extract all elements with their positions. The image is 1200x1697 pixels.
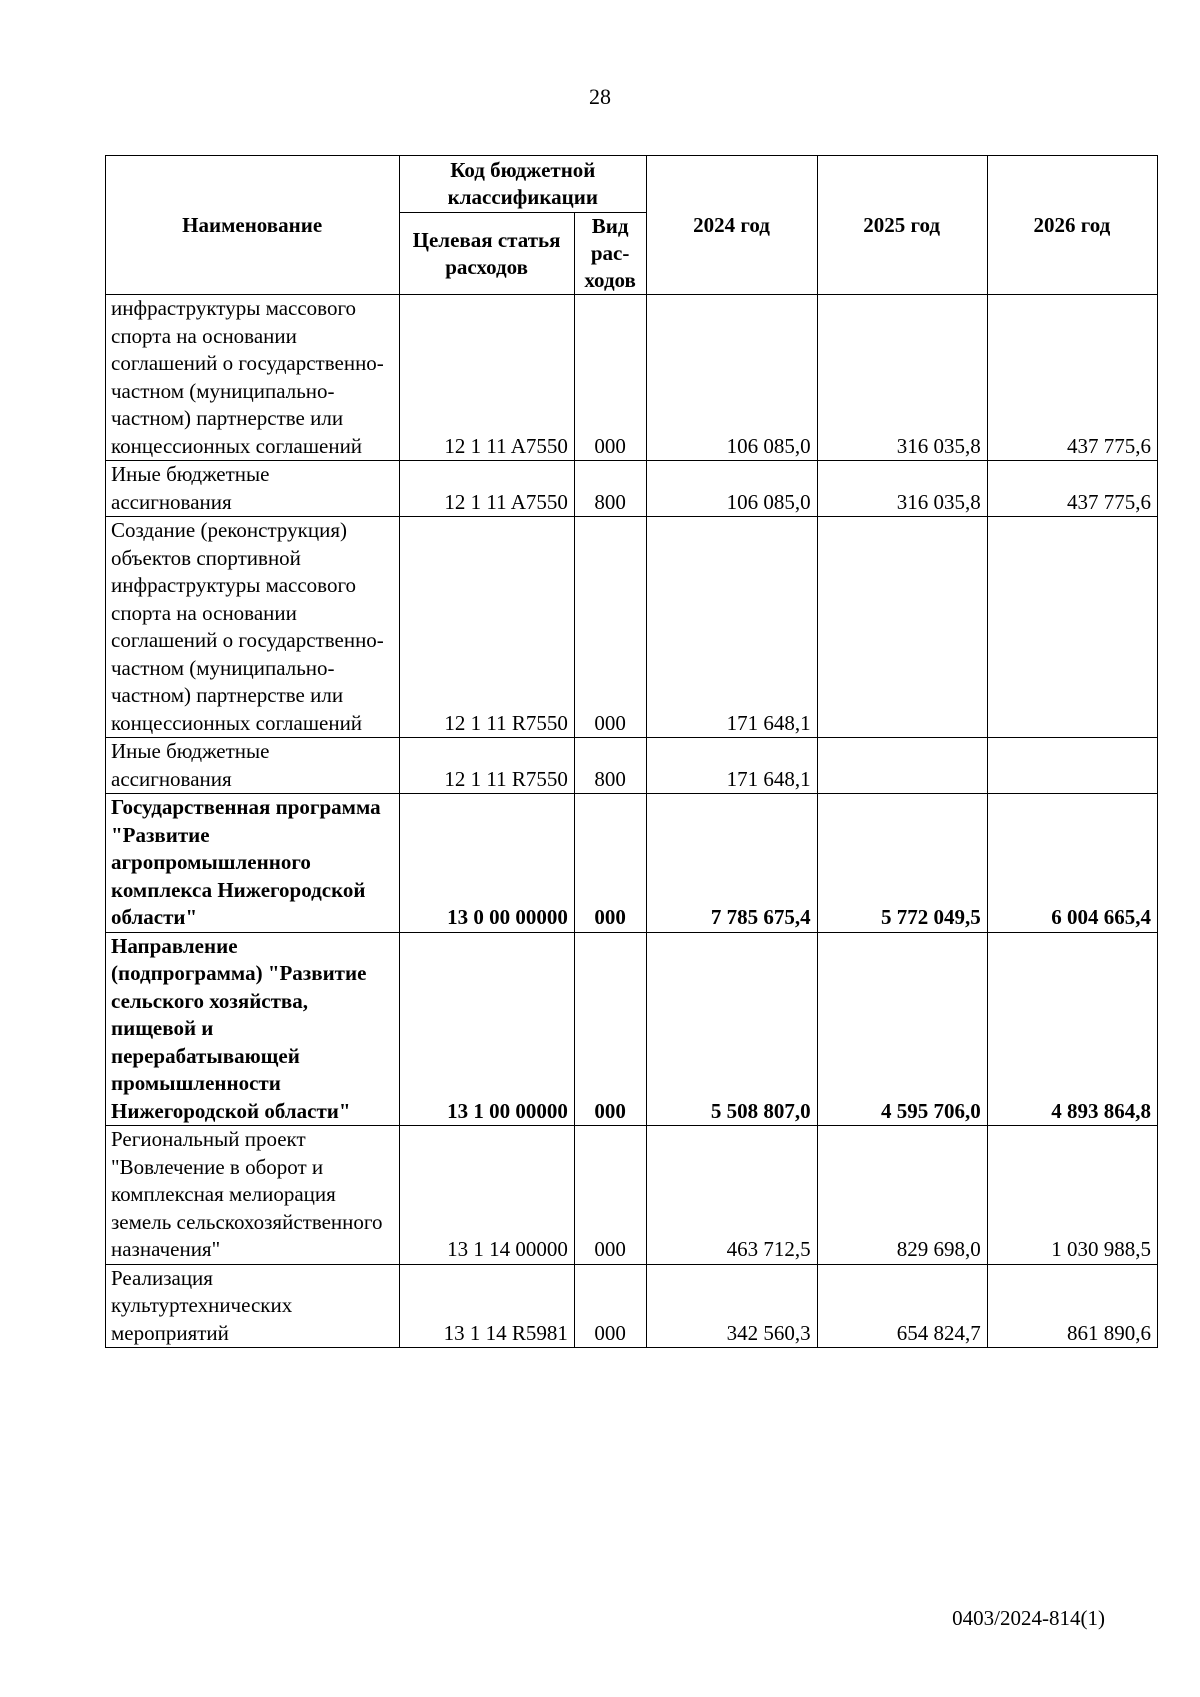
row-value-2025: 5 772 049,5 xyxy=(817,794,987,933)
table-row xyxy=(106,1264,1158,1348)
row-value-2026: 6 004 665,4 xyxy=(987,794,1157,933)
row-expense-type: 000 xyxy=(574,295,646,461)
table-row xyxy=(106,517,1158,738)
table-header xyxy=(106,156,1158,295)
header-target-article: Целевая статья расходов xyxy=(400,213,575,295)
page-number: 28 xyxy=(589,84,611,109)
row-value-2024: 463 712,5 xyxy=(647,1126,817,1265)
header-year-2026: 2026 год xyxy=(987,156,1157,295)
table-row xyxy=(106,461,1158,517)
row-value-2026: 4 893 864,8 xyxy=(987,932,1157,1126)
table-row-subprogram xyxy=(106,932,1158,1126)
row-value-2025: 316 035,8 xyxy=(817,295,987,461)
row-name: Региональный проект "Вовлечение в оборот и комплексная мелиорация земель сельскохозяйственного назначения" xyxy=(106,1126,400,1265)
table-row xyxy=(106,1126,1158,1265)
row-value-2025: 829 698,0 xyxy=(817,1126,987,1265)
row-expense-type: 000 xyxy=(574,1264,646,1348)
row-target-code: 12 1 11 R7550 xyxy=(400,738,575,794)
row-value-2026: 861 890,6 xyxy=(987,1264,1157,1348)
row-value-2025: 4 595 706,0 xyxy=(817,932,987,1126)
row-value-2024: 106 085,0 xyxy=(647,295,817,461)
header-name: Наименование xyxy=(106,156,400,295)
row-value-2026 xyxy=(987,738,1157,794)
row-value-2024: 171 648,1 xyxy=(647,517,817,738)
row-value-2024: 7 785 675,4 xyxy=(647,794,817,933)
row-target-code: 13 1 14 R5981 xyxy=(400,1264,575,1348)
row-expense-type: 800 xyxy=(574,461,646,517)
table-row xyxy=(106,738,1158,794)
row-name: инфраструктуры массового спорта на основании соглашений о государственно-частном (муниципально-частном) партнерстве или концессионных соглашений xyxy=(106,295,400,461)
row-value-2024: 5 508 807,0 xyxy=(647,932,817,1126)
row-expense-type: 000 xyxy=(574,794,646,933)
row-name: Создание (реконструкция) объектов спортивной инфраструктуры массового спорта на основании соглашений о государственно-частном (муниципально-частном) партнерстве или концессионных соглашений xyxy=(106,517,400,738)
row-value-2026: 437 775,6 xyxy=(987,461,1157,517)
header-year-2025: 2025 год xyxy=(817,156,987,295)
budget-table xyxy=(105,155,1158,1348)
header-kbk-group: Код бюджетной классификации xyxy=(400,156,647,213)
row-target-code: 12 1 11 R7550 xyxy=(400,517,575,738)
row-target-code: 12 1 11 A7550 xyxy=(400,461,575,517)
row-name: Направление (подпрограмма) "Развитие сельского хозяйства, пищевой и перерабатывающей промышленности Нижегородской области" xyxy=(106,932,400,1126)
row-expense-type: 000 xyxy=(574,517,646,738)
row-name: Иные бюджетные ассигнования xyxy=(106,738,400,794)
row-target-code: 13 0 00 00000 xyxy=(400,794,575,933)
row-value-2024: 106 085,0 xyxy=(647,461,817,517)
header-expense-type: Вид рас-ходов xyxy=(574,213,646,295)
row-value-2025: 654 824,7 xyxy=(817,1264,987,1348)
row-target-code: 13 1 00 00000 xyxy=(400,932,575,1126)
table-row xyxy=(106,295,1158,461)
row-value-2026 xyxy=(987,517,1157,738)
row-name: Реализация культуртехнических мероприятий xyxy=(106,1264,400,1348)
table-row-program xyxy=(106,794,1158,933)
row-value-2026: 437 775,6 xyxy=(987,295,1157,461)
row-expense-type: 000 xyxy=(574,1126,646,1265)
row-value-2026: 1 030 988,5 xyxy=(987,1126,1157,1265)
row-value-2024: 171 648,1 xyxy=(647,738,817,794)
row-expense-type: 800 xyxy=(574,738,646,794)
row-name: Иные бюджетные ассигнования xyxy=(106,461,400,517)
header-year-2024: 2024 год xyxy=(647,156,817,295)
row-name: Государственная программа "Развитие агропромышленного комплекса Нижегородской области" xyxy=(106,794,400,933)
row-expense-type: 000 xyxy=(574,932,646,1126)
row-value-2025: 316 035,8 xyxy=(817,461,987,517)
row-value-2024: 342 560,3 xyxy=(647,1264,817,1348)
row-target-code: 13 1 14 00000 xyxy=(400,1126,575,1265)
row-value-2025 xyxy=(817,517,987,738)
row-target-code: 12 1 11 A7550 xyxy=(400,295,575,461)
document-code: 0403/2024-814(1) xyxy=(952,1606,1105,1630)
table-body xyxy=(106,295,1158,1348)
row-value-2025 xyxy=(817,738,987,794)
